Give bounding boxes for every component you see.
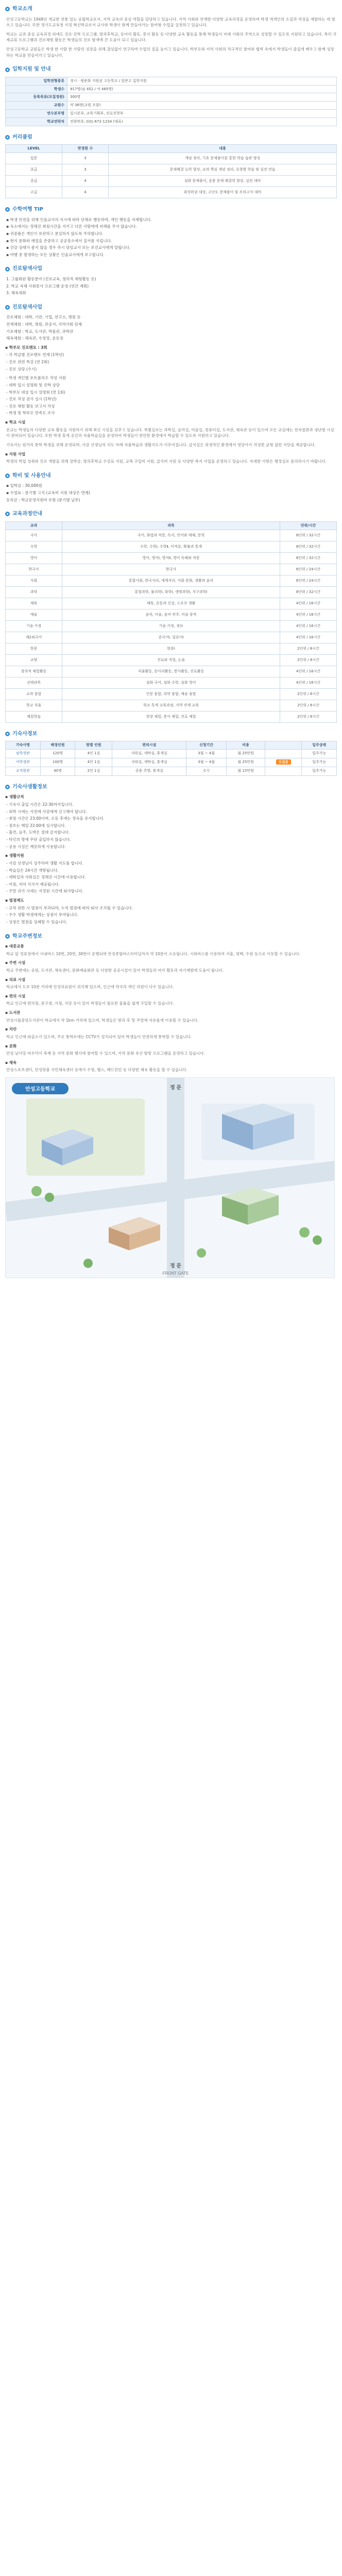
bullet-icon — [5, 934, 10, 939]
table-cell: 체육 — [6, 598, 62, 609]
subheading: ▪ 생활지원 — [5, 853, 24, 858]
section-curriculum — [5, 133, 337, 198]
paragraph: 학교 인근에 편의점, 문구점, 서점, 식당 등이 있어 학생들이 필요한 물품을 쉽게 구입할 수 있습니다. — [6, 1001, 174, 1006]
table-value: 전화번호: 031-672-1234 (대표) — [67, 117, 337, 126]
table-cell: 개념 정리, 기초 문제풀이를 통한 학습 습관 형성 — [109, 153, 337, 164]
bullet-icon — [5, 67, 10, 72]
table-cell: 월 25만원 — [226, 749, 265, 758]
table-cell: 120명 — [40, 749, 75, 758]
list-item: 체육체험 : 체육관, 수영장, 운동장 — [6, 336, 64, 341]
bullet-icon — [5, 512, 10, 516]
table-cell: 2단위 / 8시간 — [280, 643, 337, 654]
column-header: 신청기간 — [186, 741, 227, 750]
table-header-row — [6, 145, 337, 153]
table-cell: 인문 융합, 과학 융합, 예술 융합 — [62, 688, 280, 700]
table-row — [6, 85, 337, 93]
section-title: 기숙사생활정보 — [5, 783, 337, 791]
map-label: 정 문 — [169, 1263, 182, 1269]
penalty-list — [6, 905, 337, 925]
list-item: - 점호는 매일 22:00에 실시합니다. — [6, 823, 66, 828]
column-header: 배정인원 — [40, 741, 75, 750]
table-value: 정시 · 평준화 지원권 고등학교 / 일반고 입학지원 — [67, 77, 337, 85]
table-cell: 4단위 / 16시간 — [280, 666, 337, 677]
table-cell: 한문Ⅰ — [62, 643, 280, 654]
list-item: - 외박 시에는 사전에 사감에게 신고해야 합니다. — [6, 809, 88, 814]
subheading: ▪ 벌점제도 — [5, 898, 24, 903]
paragraph: 학교에서 도보 10분 거리에 안성의료원이 위치해 있으며, 인근에 약국과 개인 의원이 다수 있습니다. — [6, 985, 174, 990]
section-title: 진로탐색사업 — [5, 303, 337, 312]
paragraph: 학교 주변에는 공원, 도서관, 체육센터, 문화예술회관 등 다양한 공공시설이 있어 학생들의 여가 활동과 자기계발에 도움이 됩니다. — [6, 968, 224, 973]
table-row — [6, 700, 337, 711]
list-item: - 대학 입시 설명회 및 진학 상담 — [6, 382, 60, 387]
column-header: 편의시설 — [112, 741, 186, 750]
list-item: ▪ 현지 문화와 예절을 존중하고 공공장소에서 질서를 지킵니다. — [6, 238, 112, 243]
table-row — [6, 101, 337, 110]
column-header: 방별 인원 — [75, 741, 112, 750]
list-item: 1. 그룹화된 활동분야 (진로교육, 창의적 체험활동 등) — [6, 276, 96, 281]
table-cell: 4인 1실 — [75, 758, 112, 767]
paragraph: 안성스포츠센터, 안성맞춤 국민체육센터 등에서 수영, 헬스, 배드민턴 등 다양한 체육 활동을 할 수 있습니다. — [6, 1067, 188, 1073]
table-cell: 심화 문제풀이, 응용 문제 해결력 향상, 실전 대비 — [109, 176, 337, 187]
table-value: 약 36명(교원 포함) — [67, 101, 337, 110]
table-cell: 수시 — [186, 767, 227, 775]
tip-list — [6, 217, 337, 258]
table-row — [6, 564, 337, 575]
table-cell: 8단위 / 32시간 — [280, 541, 337, 552]
subheading: ▪ 치안 — [5, 1027, 17, 1032]
table-cell: 체육, 운동과 건강, 스포츠 생활 — [62, 598, 280, 609]
table-key: 교원수 — [6, 101, 67, 110]
table-cell: 한문 — [6, 643, 62, 654]
table-row — [6, 749, 337, 758]
table-key: 연수본부명 — [6, 110, 67, 118]
table-value: 917명(남 452 / 여 465명) — [67, 85, 337, 93]
campus-map — [5, 1077, 335, 1278]
list-item: - 학부모 대상 입시 설명회 (연 1회) — [6, 389, 65, 395]
column-header: LEVEL — [6, 145, 62, 153]
column-header — [265, 741, 302, 750]
table-row — [6, 176, 337, 187]
list-item: - 학습실은 24시간 개방됩니다. — [6, 868, 59, 873]
campus-map-illustration — [6, 1078, 335, 1278]
table-row — [6, 530, 337, 541]
bullet-icon — [5, 473, 10, 478]
table-cell: 한국사 — [62, 564, 280, 575]
table-cell: 통합과학, 물리학Ⅰ, 화학Ⅰ, 생명과학Ⅰ, 지구과학Ⅰ — [62, 586, 280, 598]
table-cell: 6단위 / 24시간 — [280, 564, 337, 575]
table-cell: 4 — [62, 187, 109, 198]
table-row — [6, 654, 337, 666]
section-title: 학교소개 — [5, 5, 337, 13]
subheading: ▪ 대중교통 — [5, 944, 24, 949]
table-row — [6, 93, 337, 101]
list-item: - 타인의 방에 무단 출입하지 않습니다. — [6, 837, 71, 842]
table-row — [6, 666, 337, 677]
table-row — [6, 187, 337, 198]
bullet-icon — [5, 305, 10, 310]
column-header: 교과 — [6, 521, 62, 530]
table-cell: 월 15만원 — [226, 767, 265, 775]
list-item: 2. 학교 자체 사회봉사 프로그램 운영 (연간 계획) — [6, 283, 89, 289]
table-cell: 3월 ~ 4월 — [186, 749, 227, 758]
table-cell: 학교 자율 — [6, 700, 62, 711]
list-item: - 규칙 위반 시 벌점이 부과되며, 누적 벌점에 따라 퇴사 조치될 수 있습니다. — [6, 905, 133, 910]
list-item: - 우수 생활 학생에게는 상점이 부여됩니다. — [6, 912, 79, 918]
table-cell: 수학 — [6, 541, 62, 552]
table-row — [6, 117, 337, 126]
table-cell: 제2외국어 — [6, 632, 62, 643]
table-cell: 8단위 / 32시간 — [280, 530, 337, 541]
table-cell: 교과 융합 — [6, 688, 62, 700]
table-row — [6, 677, 337, 688]
table-cell: 예술 — [6, 609, 62, 620]
map-label: 정 문 — [169, 1085, 182, 1091]
list-item: ▪ 수업료 : 분기별 고지 (교육비 지원 대상은 면제) — [6, 490, 90, 495]
table-row — [6, 164, 337, 176]
section-title: 학교주변정보 — [5, 933, 337, 941]
table-cell: 자율활동, 동아리활동, 봉사활동, 진로활동 — [62, 666, 280, 677]
list-item: - 사감 선생님이 상주하며 생활 지도를 합니다. — [6, 860, 83, 866]
section-title: 입학지원 및 안내 — [5, 65, 337, 74]
paragraph: 학교 앞 정류장에서 시내버스 10번, 20번, 30번이 운행되며 안성종합버스터미널까지 약 10분이 소요됩니다. 시외버스를 이용하여 서울, 평택, 수원 등으로 이동할 수 있습니다. — [6, 951, 301, 956]
list-item: - 진로 체험 활동 보고서 작성 — [6, 403, 55, 409]
column-header: 비용 — [226, 741, 265, 750]
table-row — [6, 632, 337, 643]
list-item: - 진로 상담 (수시) — [6, 366, 37, 371]
table-cell: 교양 — [6, 654, 62, 666]
bullet-icon — [5, 207, 10, 212]
table-cell: 4단위 / 16시간 — [280, 609, 337, 620]
list-item: - 상점은 벌점을 상쇄할 수 있습니다. — [6, 919, 67, 924]
table-row — [6, 643, 337, 654]
table-cell: 8단위 / 32시간 — [280, 552, 337, 564]
table-cell: 4단위 / 16시간 — [280, 632, 337, 643]
education-table — [5, 521, 337, 723]
table-cell: 현장 체험, 봉사 체험, 진로 체험 — [62, 711, 280, 722]
section-title: 커리큘럼 — [5, 133, 337, 142]
table-cell: 사회 — [6, 575, 62, 586]
table-cell: 2단위 / 8시간 — [280, 700, 337, 711]
table-cell: 초급 — [6, 164, 62, 176]
table-cell: 3 — [62, 153, 109, 164]
paragraph: 학생의 학업 성취와 진로 개발을 위해 장학금, 방과후학교 수강료 지원, 교복 구입비 지원, 급식비 지원 등 다양한 복지 사업을 운영하고 있습니다. 자세한 사항은 행정실로 문의하시기 바랍니다. — [6, 459, 327, 464]
list-item: 3. 체육대회 — [6, 291, 26, 296]
subheading: ▪ 편의 시설 — [5, 993, 26, 998]
list-item: - 학생 개인별 포트폴리오 작성 지원 — [6, 376, 66, 381]
table-cell: 최상위권 대상, 고난도 문제풀이 및 모의고사 대비 — [109, 187, 337, 198]
table-cell: 통합사회, 한국지리, 세계지리, 사회·문화, 생활과 윤리 — [62, 575, 280, 586]
table-cell: 3월 ~ 4월 — [186, 758, 227, 767]
table-row — [6, 552, 337, 564]
bullet-icon — [5, 785, 10, 789]
table-row — [6, 767, 337, 775]
table-cell: 4단위 / 16시간 — [280, 677, 337, 688]
section-title: 교육과정안내 — [5, 510, 337, 518]
list-item: - 진로 적성 검사 실시 (1학년) — [6, 397, 57, 402]
table-row — [6, 541, 337, 552]
table-header-row — [6, 741, 337, 750]
subheading: ▪ 주변 시설 — [5, 960, 26, 965]
table-cell: 2인 1실 — [75, 767, 112, 775]
list-item: - 취침 시간은 23:00이며, 소등 후에는 정숙을 유지합니다. — [6, 816, 105, 821]
section-career-2 — [5, 303, 337, 465]
table-row — [6, 153, 337, 164]
section-dorm-life — [5, 783, 337, 925]
intro-paragraph: 안성고등학교는 1948년 개교한 전통 있는 공립학교로서, 지역 교육의 중심 역할을 담당하고 있습니다. 지역 사회와 연계한 다양한 교육과정을 운영하며 학생 개개인의 소질과 적성을 계발하는 데 힘쓰고 있습니다. 또한 경기도교육청 지정 혁신학교로서 교사와 학생이 함께 만들어가는 참여형 수업을 실천하고 있습니다. — [6, 16, 335, 28]
column-header: 반정원 수 — [62, 145, 109, 153]
table-cell: 샤워실, 세탁실, 휴게실 — [112, 749, 186, 758]
subheading: ▪ 학부모 진로멘토 : 3회 — [5, 345, 47, 350]
table-cell: 기술·가정 — [6, 620, 62, 632]
list-item: - 각 학급별 진로멘토 연계 (1학년) — [6, 352, 64, 358]
section-title: 학비 및 사용안내 — [5, 472, 337, 480]
table-row — [6, 758, 337, 767]
bullet-icon — [5, 135, 10, 140]
paragraph: 안성시립중앙도서관이 학교에서 약 1km 거리에 있으며, 학생들은 방과 후 및 주말에 자유롭게 이용할 수 있습니다. — [6, 1018, 199, 1023]
list-item: ▪ 학생 안전을 위해 인솔교사의 지시에 따라 단체로 행동하며, 개인 행동을 자제합니다. — [6, 217, 152, 222]
list-item: ▪ 귀중품은 개인이 보관하고 분실하지 않도록 주의합니다. — [6, 231, 104, 236]
table-row — [6, 110, 337, 118]
subheading: ▪ 문화 — [5, 1043, 17, 1048]
map-title: 안성고등학교 — [25, 1087, 55, 1093]
subheading: ▪ 체육 — [5, 1060, 17, 1065]
table-cell: 4단위 / 16시간 — [280, 598, 337, 609]
table-row — [6, 711, 337, 722]
table-cell[interactable]: 교직원관 — [6, 767, 41, 775]
column-header: 기숙사명 — [6, 741, 41, 750]
table-cell: 기술·가정, 정보 — [62, 620, 280, 632]
table-row — [6, 77, 337, 85]
table-cell: 한국사 — [6, 564, 62, 575]
section-education — [5, 510, 337, 722]
list-item: - 흡연, 음주, 도박은 절대 금지합니다. — [6, 830, 70, 835]
section-admission — [5, 65, 337, 126]
table-cell: 중국어Ⅰ, 일본어Ⅰ — [62, 632, 280, 643]
bullet-icon — [5, 732, 10, 736]
list-item: 기초체험 : 학교, 도서관, 박물관, 과학관 — [6, 329, 74, 334]
support-list — [6, 860, 337, 894]
list-item: ▪ 여행 중 발생하는 모든 상황은 인솔교사에게 보고합니다. — [6, 252, 105, 257]
table-key: 등록목표(모집정원) — [6, 93, 67, 101]
paragraph: 본교는 학생들의 다양한 교육 활동을 지원하기 위해 최신 시설을 갖추고 있습니다. 특별실로는 과학실, 음악실, 미술실, 컴퓨터실, 도서관, 체육관 등이 있으며 모든 교실에는 전자칠판과 냉난방 시설이 완비되어 있습니다. 또한 학생 휴게 공간과 자율학습실을 운영하여 학생들이 편안한 환경에서 학습할 수 있도록 지원하고 있습니다. — [6, 427, 334, 438]
table-cell: 입주가능 — [302, 749, 337, 758]
paragraph: 기숙사는 원거리 통학 학생을 위해 운영되며, 사감 선생님의 지도 아래 자율학습과 생활지도가 이루어집니다. 급식실은 위생적인 환경에서 영양사가 작성한 균형 잡힌 식단을 제공합니다. — [6, 442, 316, 447]
table-cell: 과학 — [6, 586, 62, 598]
subheading: ▪ 생활규칙 — [5, 794, 24, 800]
table-cell: 영어 — [6, 552, 62, 564]
table-row — [6, 598, 337, 609]
table-cell: 학교 특색 교육과정, 지역 연계 교육 — [62, 700, 280, 711]
career-list — [6, 276, 337, 296]
paragraph: 안성 남사당 바우덕이 축제 등 지역 문화 행사에 참여할 수 있으며, 지역 문화 유산 탐방 프로그램을 운영하고 있습니다. — [6, 1051, 205, 1056]
list-item: - 세탁실과 샤워실은 정해진 시간에 이용합니다. — [6, 875, 86, 880]
column-header: 내용 — [109, 145, 337, 153]
subheading: ▪ 의료 시설 — [5, 977, 26, 982]
table-cell: 100명 — [40, 758, 75, 767]
status-badge[interactable]: 모집중 — [276, 759, 291, 765]
list-item: - 아침, 저녁 식사가 제공됩니다. — [6, 882, 60, 887]
section-fees — [5, 472, 337, 503]
intro-paragraph: 안성고등학교 교원들은 학생 한 사람 한 사람의 성장을 위해 끊임없이 연구하며 수업의 질을 높이고 있습니다. 학부모와 지역 사회의 적극적인 참여와 협력 속에서 학생들이 즐겁게 배우고 함께 성장하는 학교를 만들어가고 있습니다. — [6, 47, 334, 58]
career-items — [6, 375, 337, 416]
list-item: 연계체험 : 대학, 병원, 관공서, 지역사회 단체 — [6, 321, 82, 327]
table-row — [6, 586, 337, 598]
subheading: ▪ 지원 사업 — [5, 451, 26, 456]
list-item: - 학생 및 학부모 만족도 조사 — [6, 411, 55, 416]
table-cell: 2단위 / 8시간 — [280, 654, 337, 666]
column-header: 과목 — [62, 521, 280, 530]
table-cell: 월 25만원 — [226, 758, 265, 767]
table-row — [6, 609, 337, 620]
bullet-icon — [5, 267, 10, 272]
list-item: 등록금 : 학교운영지원비 포함 (분기별 납부) — [6, 497, 80, 502]
table-row — [6, 688, 337, 700]
list-item: ▪ 건강 상태가 좋지 않을 경우 즉시 담임교사 또는 보건교사에게 알립니다. — [6, 245, 131, 250]
table-row — [6, 620, 337, 632]
section-title: 진로탐색사업 — [5, 265, 337, 273]
list-item: ▪ 숙소에서는 정해진 취침시간을 지키고 다른 사람에게 피해를 주지 않습니다. — [6, 224, 137, 229]
section-school-intro — [5, 5, 337, 58]
table-cell: 국어, 화법과 작문, 독서, 언어와 매체, 문학 — [62, 530, 280, 541]
table-cell: 고급 — [6, 187, 62, 198]
table-cell[interactable]: 남학생관 — [6, 749, 41, 758]
table-cell: 입문 — [6, 153, 62, 164]
table-value: 300명 — [67, 93, 337, 101]
table-cell: 6단위 / 24시간 — [280, 575, 337, 586]
table-cell: 2단위 / 8시간 — [280, 688, 337, 700]
section-trip-tip — [5, 206, 337, 258]
table-cell: 진로와 직업, 논술 — [62, 654, 280, 666]
rule-list — [6, 802, 337, 850]
table-cell: 8단위 / 32시간 — [280, 586, 337, 598]
table-cell — [265, 758, 302, 767]
table-cell: 수학, 수학Ⅰ, 수학Ⅱ, 미적분, 확률과 통계 — [62, 541, 280, 552]
list-item: - 진로 관련 특강 (연 2회) — [6, 360, 49, 365]
table-cell: 선택과목 — [6, 677, 62, 688]
career-lines — [6, 314, 337, 342]
list-item: - 공용 시설은 깨끗하게 사용합니다. — [6, 844, 66, 849]
column-header: 입주상태 — [302, 741, 337, 750]
table-cell: 샤워실, 세탁실, 휴게실 — [112, 758, 186, 767]
paragraph: 학교 인근에 파출소가 있으며, 주요 통학로에는 CCTV가 설치되어 있어 학생들이 안전하게 통학할 수 있습니다. — [6, 1034, 192, 1039]
column-header: 단위/시간 — [280, 521, 337, 530]
section-surroundings — [5, 933, 337, 1279]
subheading: ▪ 학교 시설 — [5, 420, 26, 425]
table-cell: 4단위 / 16시간 — [280, 620, 337, 632]
dormitory-table — [5, 741, 337, 776]
admission-table — [5, 77, 337, 126]
table-key: 학생수 — [6, 85, 67, 93]
map-label: FRONT GATE — [162, 1271, 189, 1276]
table-cell: 심화 국어, 심화 수학, 심화 영어 — [62, 677, 280, 688]
section-title: 수학여행 TIP — [5, 206, 337, 214]
table-row — [6, 575, 337, 586]
table-cell: 창의적 체험활동 — [6, 666, 62, 677]
table-value: 입시본부, 교육기획부, 진로진학부 — [67, 110, 337, 118]
career-items — [6, 352, 337, 372]
table-cell: 4인 1실 — [75, 749, 112, 758]
table-cell: 영어, 영어Ⅰ, 영어Ⅱ, 영어 독해와 작문 — [62, 552, 280, 564]
table-cell: 음악, 미술, 음악 연주, 미술 창작 — [62, 609, 280, 620]
table-cell: 입주가능 — [302, 758, 337, 767]
table-cell: 입주가능 — [302, 767, 337, 775]
table-cell — [265, 767, 302, 775]
table-header-row — [6, 521, 337, 530]
table-key: 입학전형종류 — [6, 77, 67, 85]
subheading: ▪ 도서관 — [5, 1010, 21, 1015]
table-cell: 체험학습 — [6, 711, 62, 722]
list-item: - 주말 귀가 시에는 지정된 시간에 퇴사합니다. — [6, 889, 83, 894]
table-cell: 중급 — [6, 176, 62, 187]
table-cell: 공용 주방, 휴게실 — [112, 767, 186, 775]
section-career-1 — [5, 265, 337, 296]
table-cell: 문제해결 능력 향상, 교과 핵심 개념 정리, 유형별 학습 및 실전 연습 — [109, 164, 337, 176]
section-dormitory — [5, 730, 337, 776]
table-cell: 2단위 / 8시간 — [280, 711, 337, 722]
table-cell — [265, 749, 302, 758]
table-cell: 국어 — [6, 530, 62, 541]
table-cell: 3 — [62, 164, 109, 176]
section-title: 기숙사정보 — [5, 730, 337, 738]
table-key: 학교연락처 — [6, 117, 67, 126]
fee-list — [6, 483, 337, 503]
curriculum-table — [5, 144, 337, 198]
table-cell: 4 — [62, 176, 109, 187]
table-cell: 40명 — [40, 767, 75, 775]
table-cell[interactable]: 여학생관 — [6, 758, 41, 767]
list-item: ▪ 입학금 : 30,000원 — [6, 483, 42, 488]
intro-paragraph: 학교는 교과 중심 교육과정 외에도 진로·진학 프로그램, 방과후학교, 동아리 활동, 봉사 활동 등 다양한 교육 활동을 통해 학생들이 미래 사회의 주역으로 성장할 수 있도록 지원하고 있습니다. 특히 국제교류 프로그램과 진로체험 활동은 학생들의 진로 탐색에 큰 도움이 되고 있습니다. — [6, 31, 337, 43]
bullet-icon — [5, 7, 10, 11]
list-item: - 기숙사 출입 시간은 22:30까지입니다. — [6, 802, 74, 807]
list-item: 진로체험 : 대학, 기관, 기업, 연구소, 병원 등 — [6, 315, 81, 320]
